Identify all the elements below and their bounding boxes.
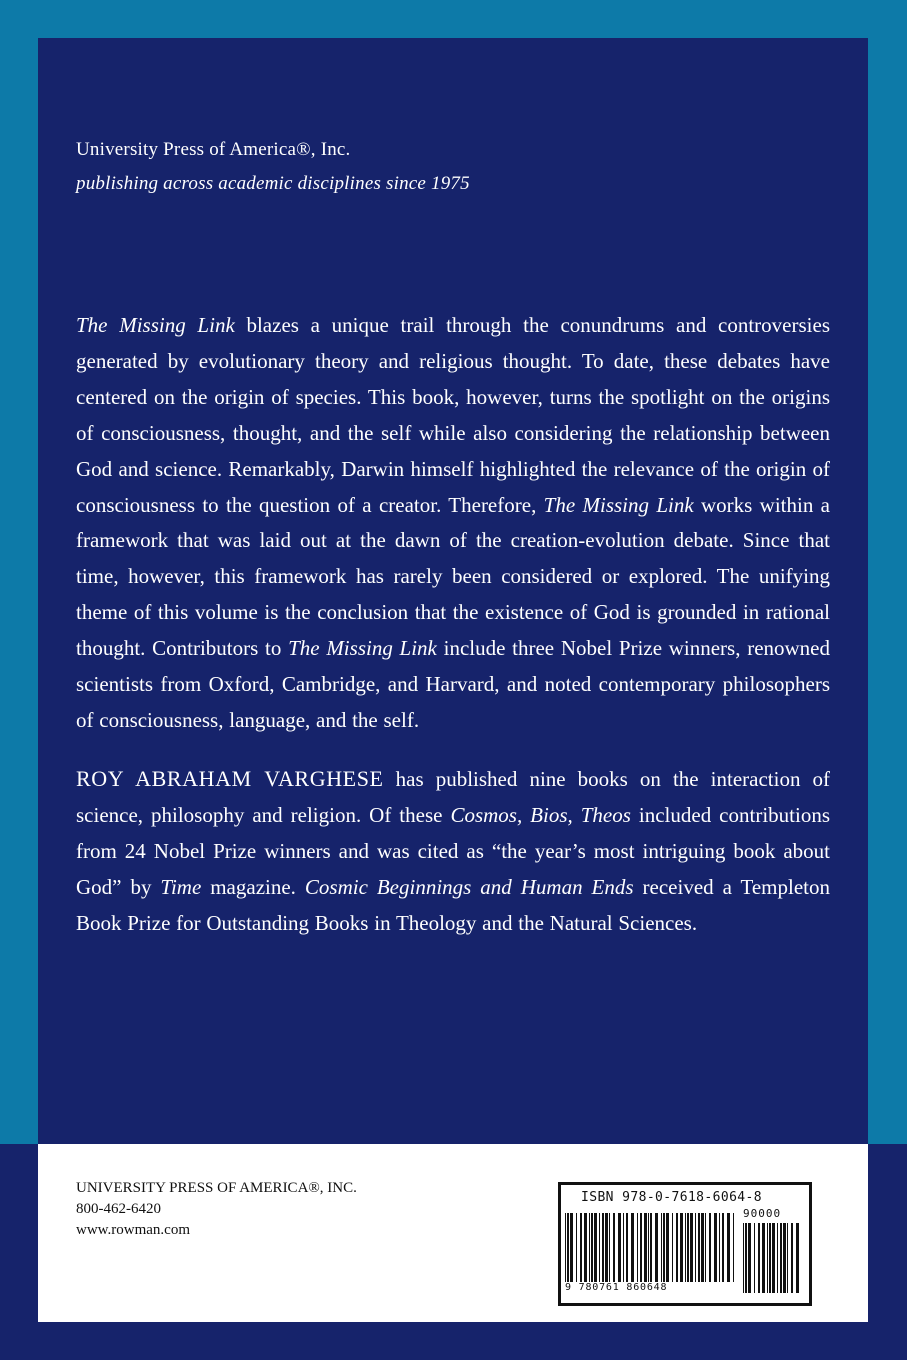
barcode-bar	[680, 1213, 683, 1289]
barcode-bar	[626, 1213, 628, 1289]
footer-website: www.rowman.com	[76, 1222, 191, 1238]
barcode-digits: 9 780761 860648	[565, 1282, 735, 1293]
barcode-bar	[709, 1213, 711, 1289]
barcode-bar	[748, 1223, 751, 1293]
barcode-bar	[613, 1213, 615, 1289]
bio-text: received a Templeton Book Prize for Outstanding Books in Theology and the Natural Sciences.	[76, 874, 831, 935]
barcode-bar	[780, 1223, 782, 1293]
author-bio	[76, 761, 830, 942]
footer-publisher: UNIVERSITY PRESS OF AMERICA®, INC.	[76, 1180, 357, 1196]
barcode-bar	[772, 1223, 775, 1293]
footer-box	[38, 1144, 868, 1322]
ean-barcode-bars	[565, 1213, 737, 1289]
addon-barcode-bars	[743, 1223, 801, 1293]
book-description	[76, 308, 830, 941]
barcode-bar	[791, 1223, 793, 1293]
barcode-bar	[727, 1213, 730, 1289]
author-name: ROY ABRAHAM VARGHESE	[76, 765, 384, 791]
barcode-bar	[663, 1213, 665, 1289]
barcode-bar	[576, 1213, 577, 1289]
bio-text: has published nine books on the interaction of science, philosophy and religion. Of these	[76, 766, 830, 827]
barcode-bar	[743, 1223, 744, 1293]
barcode-bar	[637, 1213, 638, 1289]
barcode-bar	[701, 1213, 704, 1289]
publisher-block	[76, 133, 470, 201]
barcode-bar	[570, 1213, 573, 1289]
barcode-bar	[767, 1223, 768, 1293]
barcode-bar	[602, 1213, 604, 1289]
barcode-bar	[695, 1213, 696, 1289]
description-paragraph	[76, 308, 830, 739]
barcode-bar	[591, 1213, 593, 1289]
barcode-bar	[796, 1223, 799, 1293]
barcode-bar	[733, 1213, 734, 1289]
barcode-bar	[777, 1223, 778, 1293]
barcode-bar	[758, 1223, 760, 1293]
book-title: The Missing Link	[543, 492, 694, 517]
barcode-bar	[640, 1213, 642, 1289]
barcode-bar	[631, 1213, 634, 1289]
barcode-bar	[719, 1213, 720, 1289]
price-code: 90000	[743, 1207, 782, 1220]
barcode-bar	[594, 1213, 597, 1289]
cover-panel	[38, 38, 868, 1144]
bio-text: magazine.	[201, 874, 305, 899]
barcode-bar	[599, 1213, 600, 1289]
description-text: blazes a unique trail through the conundrums and controversies generated by evolutionary theory and religious thought. To date, these debates have centered on the origin of species. This book, however, turns the spotlight on the origins of consciousness, thought, and the self while also considering the relationship between God and science. Remarkably, Darwin himself highlighted the relevance of the origin of consciousness to the question of a creator. Therefore,	[76, 313, 830, 517]
barcode-bar	[584, 1213, 587, 1289]
barcode-bar	[676, 1213, 678, 1289]
barcode-bar	[650, 1213, 652, 1289]
barcode-bar	[698, 1213, 700, 1289]
barcode-bar	[705, 1213, 706, 1289]
barcode-bar	[618, 1213, 621, 1289]
barcode-bar	[661, 1213, 662, 1289]
description-text: works within a framework that was laid out at the dawn of the creation-evolution debate. Since that time, however, this framework has rarely been considered or explored. The unifying theme of this volume is the conclusion that the existence of God is grounded in rational thought. Contributors to	[76, 492, 830, 661]
barcode-bar	[609, 1213, 610, 1289]
barcode-bar	[580, 1213, 582, 1289]
bio-book-title: Cosmos, Bios, Theos	[450, 802, 631, 827]
bio-text: included contributions from 24 Nobel Prize winners and was cited as “the year’s most intriguing book about God” by	[76, 802, 831, 899]
barcode-bar	[672, 1213, 673, 1289]
barcode-bar	[655, 1213, 658, 1289]
barcode-bar	[745, 1223, 747, 1293]
isbn-barcode	[558, 1182, 812, 1306]
barcode-bar	[690, 1213, 693, 1289]
barcode-bar	[565, 1213, 566, 1289]
barcode-bar	[762, 1223, 765, 1293]
publisher-contact	[76, 1178, 357, 1241]
isbn-label: ISBN 978-0-7618-6064-8	[581, 1190, 762, 1205]
publisher-tagline: publishing across academic disciplines since 1975	[76, 173, 470, 194]
barcode-bar	[754, 1223, 755, 1293]
barcode-bar	[687, 1213, 689, 1289]
barcode-bar	[648, 1213, 649, 1289]
barcode-bar	[644, 1213, 647, 1289]
publisher-name: University Press of America®, Inc.	[76, 139, 351, 160]
bio-book-title: Cosmic Beginnings and Human Ends	[304, 874, 634, 899]
barcode-bar	[605, 1213, 608, 1289]
barcode-bar	[589, 1213, 590, 1289]
magazine-title: Time	[160, 874, 202, 899]
book-title: The Missing Link	[76, 313, 235, 337]
footer-phone: 800-462-6420	[76, 1201, 161, 1217]
barcode-bar	[769, 1223, 771, 1293]
barcode-bar	[666, 1213, 669, 1289]
book-title: The Missing Link	[288, 636, 437, 661]
barcode-bar	[722, 1213, 724, 1289]
barcode-bar	[685, 1213, 686, 1289]
barcode-bar	[714, 1213, 717, 1289]
barcode-bar	[623, 1213, 624, 1289]
barcode-bar	[783, 1223, 786, 1293]
barcode-bar	[567, 1213, 569, 1289]
description-text: include three Nobel Prize winners, renowned scientists from Oxford, Cambridge, and Harvard, and noted contemporary philosophers of consciousness, language, and the self.	[76, 636, 830, 732]
barcode-bar	[787, 1223, 788, 1293]
